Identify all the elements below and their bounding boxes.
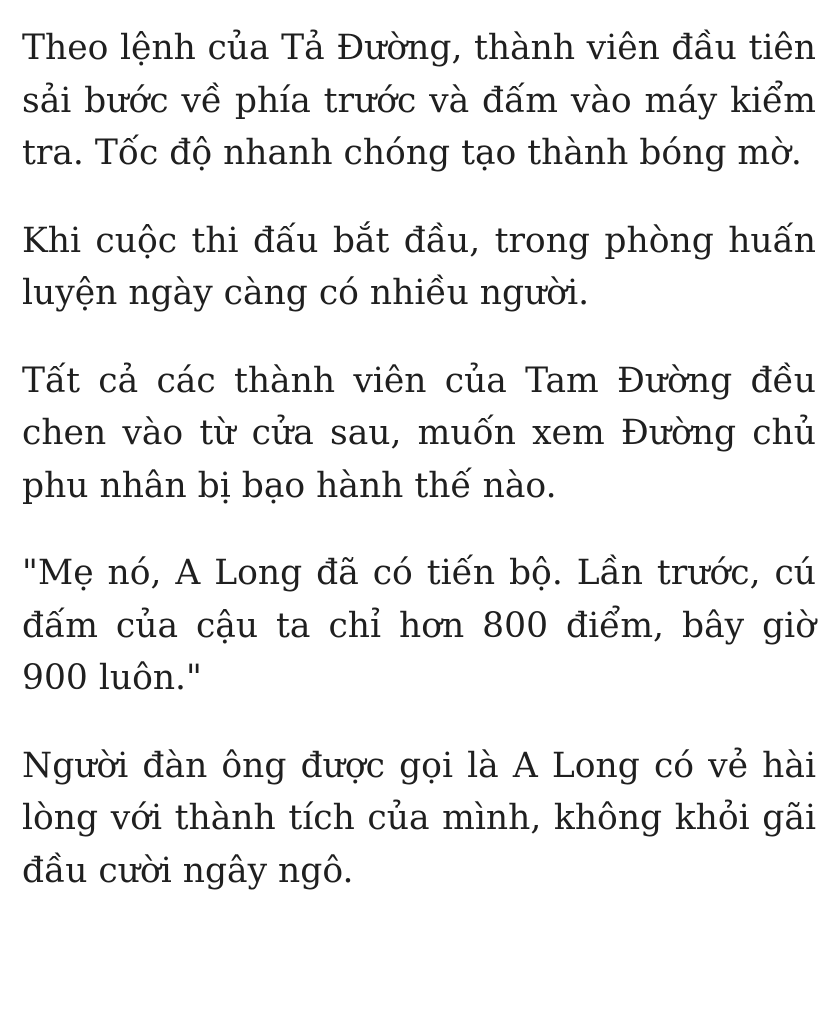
paragraph-4: "Mẹ nó, A Long đã có tiến bộ. Lần trước, cú đấm của cậu ta chỉ hơn 800 điểm, bây giờ 900 luôn." — [22, 553, 816, 698]
paragraph-5: Người đàn ông được gọi là A Long có vẻ hài lòng với thành tích của mình, không khỏi gãi đầu cười ngây ngô. — [22, 745, 816, 891]
paragraph-2: Khi cuộc thi đấu bắt đầu, trong phòng huấn luyện ngày càng có nhiều người. — [22, 220, 816, 313]
paragraph-3: Tất cả các thành viên của Tam Đường đều chen vào từ cửa sau, muốn xem Đường chủ phu nhân bị bạo hành thế nào. — [22, 360, 816, 506]
paragraph-1: Theo lệnh của Tả Đường, thành viên đầu tiên sải bước về phía trước và đấm vào máy kiểm tra. Tốc độ nhanh chóng tạo thành bóng mờ. — [22, 28, 816, 173]
